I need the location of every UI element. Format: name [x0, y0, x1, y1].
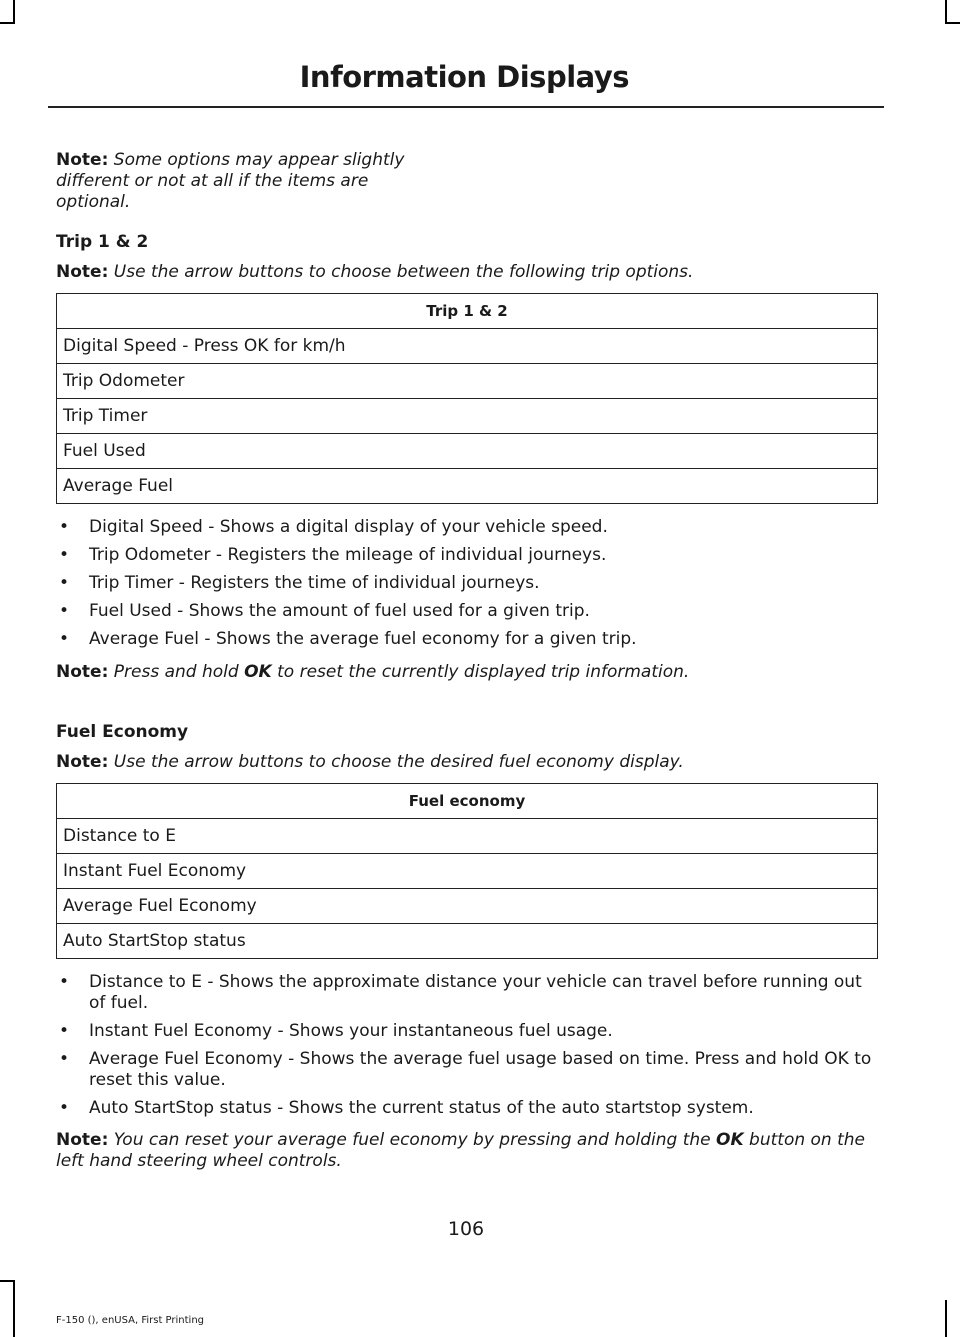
- section-heading-trip: Trip 1 & 2: [56, 232, 149, 252]
- ok-button-label: OK: [716, 1130, 744, 1150]
- crop-mark: [0, 22, 15, 24]
- table-cell: Distance to E: [57, 819, 878, 854]
- bullet-icon: •: [59, 972, 70, 992]
- trip-options-table: [56, 293, 878, 504]
- table-cell: Auto StartStop status: [57, 924, 878, 959]
- list-item: [56, 1049, 878, 1091]
- bullet-icon: •: [59, 573, 70, 593]
- crop-mark: [0, 1280, 15, 1282]
- crop-mark: [945, 1300, 947, 1337]
- table-cell: Average Fuel: [57, 469, 878, 504]
- note-optional-items: [56, 150, 446, 213]
- note-text: to reset the currently displayed trip information.: [271, 662, 690, 682]
- table-header: Fuel economy: [57, 784, 878, 819]
- note-text: Use the arrow buttons to choose between the following trip options.: [108, 262, 694, 282]
- list-item: [56, 601, 878, 622]
- table-cell: Average Fuel Economy: [57, 889, 878, 924]
- list-item: [56, 629, 878, 650]
- list-item-text: Average Fuel - Shows the average fuel economy for a given trip.: [89, 629, 637, 649]
- note-label: Note:: [56, 150, 109, 170]
- table-row: [57, 854, 878, 889]
- bullet-icon: •: [59, 545, 70, 565]
- note-label: Note:: [56, 262, 109, 282]
- list-item-text: Fuel Used - Shows the amount of fuel used for a given trip.: [89, 601, 590, 621]
- page-number: 106: [447, 1218, 485, 1240]
- table-row: [57, 364, 878, 399]
- header-divider: [48, 106, 884, 108]
- table-header: Trip 1 & 2: [57, 294, 878, 329]
- crop-mark: [13, 0, 15, 22]
- fuel-bullet-list: [56, 972, 878, 1126]
- note-fuel-arrows: [56, 752, 878, 773]
- table-row: [57, 924, 878, 959]
- note-trip-arrows: [56, 262, 878, 283]
- table-cell: Trip Timer: [57, 399, 878, 434]
- table-row: [57, 889, 878, 924]
- table-header-row: [57, 294, 878, 329]
- fuel-economy-table: [56, 783, 878, 959]
- bullet-icon: •: [59, 601, 70, 621]
- section-heading-fuel-economy: Fuel Economy: [56, 722, 189, 742]
- note-label: Note:: [56, 1130, 109, 1150]
- ok-button-label: OK: [244, 662, 272, 682]
- bullet-icon: •: [59, 1021, 70, 1041]
- list-item-text: Digital Speed - Shows a digital display of your vehicle speed.: [89, 517, 608, 537]
- note-label: Note:: [56, 752, 109, 772]
- note-text: You can reset your average fuel economy by pressing and holding the: [108, 1130, 717, 1150]
- list-item: [56, 1021, 878, 1042]
- crop-mark: [13, 1280, 15, 1337]
- list-item: [56, 972, 878, 1014]
- list-item: [56, 545, 878, 566]
- list-item: [56, 517, 878, 538]
- edition-footer: F-150 (), enUSA, First Printing: [56, 1315, 205, 1326]
- table-row: [57, 819, 878, 854]
- list-item: [56, 1098, 878, 1119]
- bullet-icon: •: [59, 1098, 70, 1118]
- note-label: Note:: [56, 662, 109, 682]
- table-cell: Fuel Used: [57, 434, 878, 469]
- page-header-title: Information Displays: [299, 60, 629, 94]
- bullet-icon: •: [59, 629, 70, 649]
- table-cell: Instant Fuel Economy: [57, 854, 878, 889]
- table-header-row: [57, 784, 878, 819]
- note-text: Press and hold: [108, 662, 245, 682]
- note-text: button on the left hand steering wheel controls.: [56, 1130, 865, 1171]
- crop-mark: [945, 0, 947, 22]
- trip-bullet-list: [56, 517, 878, 657]
- list-item-text: Trip Timer - Registers the time of individual journeys.: [89, 573, 540, 593]
- list-item-text: Average Fuel Economy - Shows the average fuel usage based on time. Press and hold OK to reset this value.: [89, 1049, 872, 1090]
- table-cell: Digital Speed - Press OK for km/h: [57, 329, 878, 364]
- table-cell: Trip Odometer: [57, 364, 878, 399]
- list-item-text: Distance to E - Shows the approximate distance your vehicle can travel before running out of fuel.: [89, 972, 862, 1013]
- list-item: [56, 573, 878, 594]
- table-row: [57, 434, 878, 469]
- note-trip-reset: [56, 662, 878, 683]
- list-item-text: Trip Odometer - Registers the mileage of individual journeys.: [89, 545, 607, 565]
- note-text: Some options may appear slightly different or not at all if the items are optional.: [56, 150, 405, 212]
- list-item-text: Auto StartStop status - Shows the current status of the auto startstop system.: [89, 1098, 754, 1118]
- note-fuel-reset: [56, 1130, 878, 1172]
- table-row: [57, 329, 878, 364]
- bullet-icon: •: [59, 517, 70, 537]
- crop-mark: [945, 22, 960, 24]
- bullet-icon: •: [59, 1049, 70, 1069]
- list-item-text: Instant Fuel Economy - Shows your instantaneous fuel usage.: [89, 1021, 613, 1041]
- table-row: [57, 399, 878, 434]
- table-row: [57, 469, 878, 504]
- note-text: Use the arrow buttons to choose the desired fuel economy display.: [108, 752, 684, 772]
